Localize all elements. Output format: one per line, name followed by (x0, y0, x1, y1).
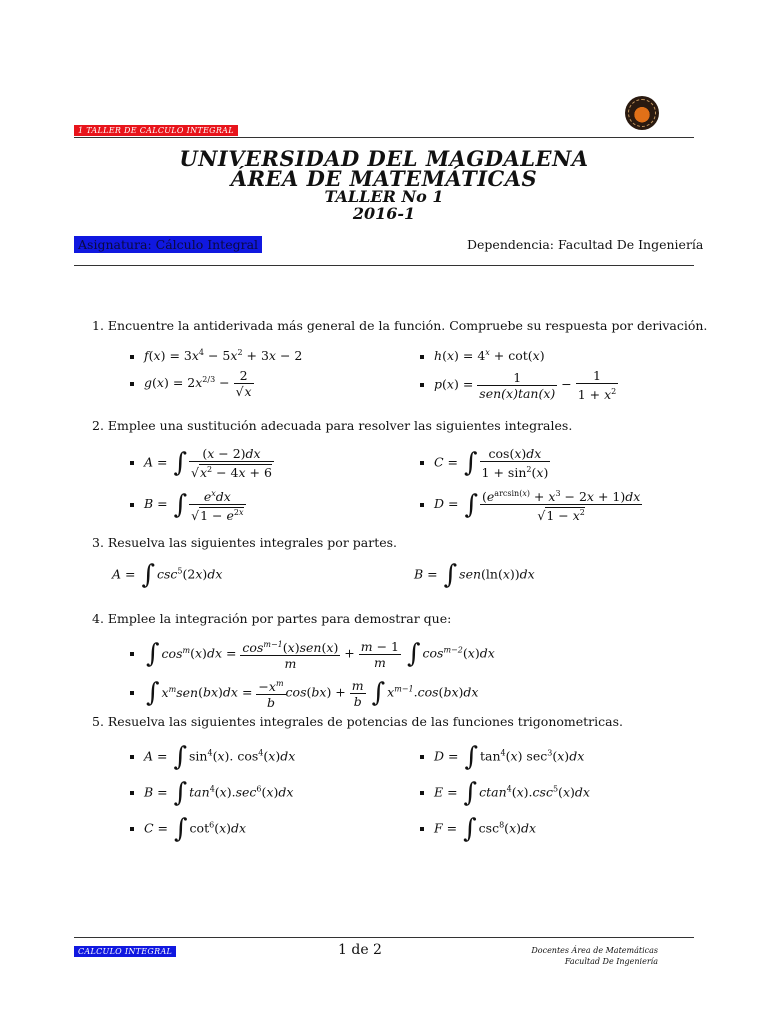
page-number: 1 de 2 (338, 942, 382, 958)
q5-item-d: D = ∫ $\tan^4(x)$ $\sec^3(x)dx$ (420, 744, 584, 770)
taller-title: TALLER No 1 (324, 187, 444, 206)
header-bottom-rule (74, 265, 694, 266)
asignatura-label: Asignatura: Cálculo Integral (74, 236, 262, 253)
footer-docentes: Docentes Área de Matemáticas (531, 946, 658, 955)
question-2: 2. Emplee una sustitución adecuada para resolver las siguientes integrales. (92, 418, 573, 433)
question-4: 4. Emplee la integración por partes para demostrar que: (92, 611, 452, 626)
q5-item-b: B = ∫ $\tan^4(x).\sec^6(x)dx$ (130, 780, 293, 806)
q2-item-d: D = ∫ $\frac{(e^{arcsin(x)} + x^3 - 2x + 1)dx}{√1 - x^2}$ (420, 486, 642, 523)
q2-item-c: C = ∫ $\frac{\cos(x)dx}{1 + \sin^2(x)}$ (420, 446, 550, 480)
q4-item-1: ∫ $\cos^m(x)dx$ = $\frac{\cos^{m-1}(x)sen(x)}{m}$ + $\frac{m - 1}{m}$ ∫ $\cos^{m-2}(x)dx$ (130, 637, 495, 671)
footer-facultad: Facultad De Ingeniería (564, 957, 658, 966)
q1-item-p: p(x) = $\frac{1}{\text{sen(x)tan(x)}}$ − $\frac{1}{1 + x^2}$ (420, 368, 618, 402)
q3-item-b: B = ∫ sen(ln(x))dx (414, 560, 535, 590)
q2-item-a: A = ∫ $\frac{(x - 2)dx}{√x^2 - 4x + 6}$ (130, 446, 274, 480)
footer-rule (74, 937, 694, 938)
year-title: 2016-1 (352, 204, 416, 223)
q3-item-a: A = ∫ $\csc^5(2x)dx$ (112, 560, 223, 590)
q5-item-e: E = ∫ $ctan^4(x).\csc^5(x)dx$ (420, 780, 590, 806)
footer-tag: CALCULO INTEGRAL (74, 946, 176, 957)
question-1: 1. Encuentre la antiderivada más general de la función. Compruebe su respuesta por derivación. (92, 318, 708, 333)
q2-item-b: B = ∫ $\frac{e^xdx}{√1 - e^{2x}}$ (130, 486, 246, 523)
q5-item-c: C = ∫ $\cot^6(x)dx$ (130, 816, 246, 842)
header-tag: 1 TALLER DE CALCULO INTEGRAL (74, 125, 238, 136)
q4-item-2: ∫ $x^msen(bx)dx$ = $\frac{-x^m}{b}$ cos(bx) + $\frac{m}{b}$ ∫ $x^{m-1}.\cos(bx)dx$ (130, 676, 478, 710)
q1-item-f: $f(x) = 3x^4 - 5x^2 + 3x - 2$ (130, 348, 302, 363)
q1-item-g: $g(x) = 2x^{2/3}$ − $\frac{2}{√x}$ (130, 368, 254, 399)
question-5: 5. Resuelva las siguientes integrales de potencias de las funciones trigonometricas. (92, 714, 623, 729)
university-logo-icon (625, 96, 659, 130)
q5-item-a: A = ∫ $\sin^4(x)$. $\cos^4(x)dx$ (130, 744, 295, 770)
q1-item-h: $h(x) = 4^x + \cot(x)$ (420, 348, 545, 363)
q5-item-f: F = ∫ $\csc^8(x)dx$ (420, 816, 536, 842)
area-title: ÁREA DE MATEMÁTICAS (230, 166, 538, 191)
question-3: 3. Resuelva las siguientes integrales por partes. (92, 535, 398, 550)
dependencia-label: Dependencia: Facultad De Ingeniería (467, 237, 704, 252)
university-title: UNIVERSIDAD DEL MAGDALENA (179, 146, 589, 171)
header-rule (74, 137, 694, 138)
